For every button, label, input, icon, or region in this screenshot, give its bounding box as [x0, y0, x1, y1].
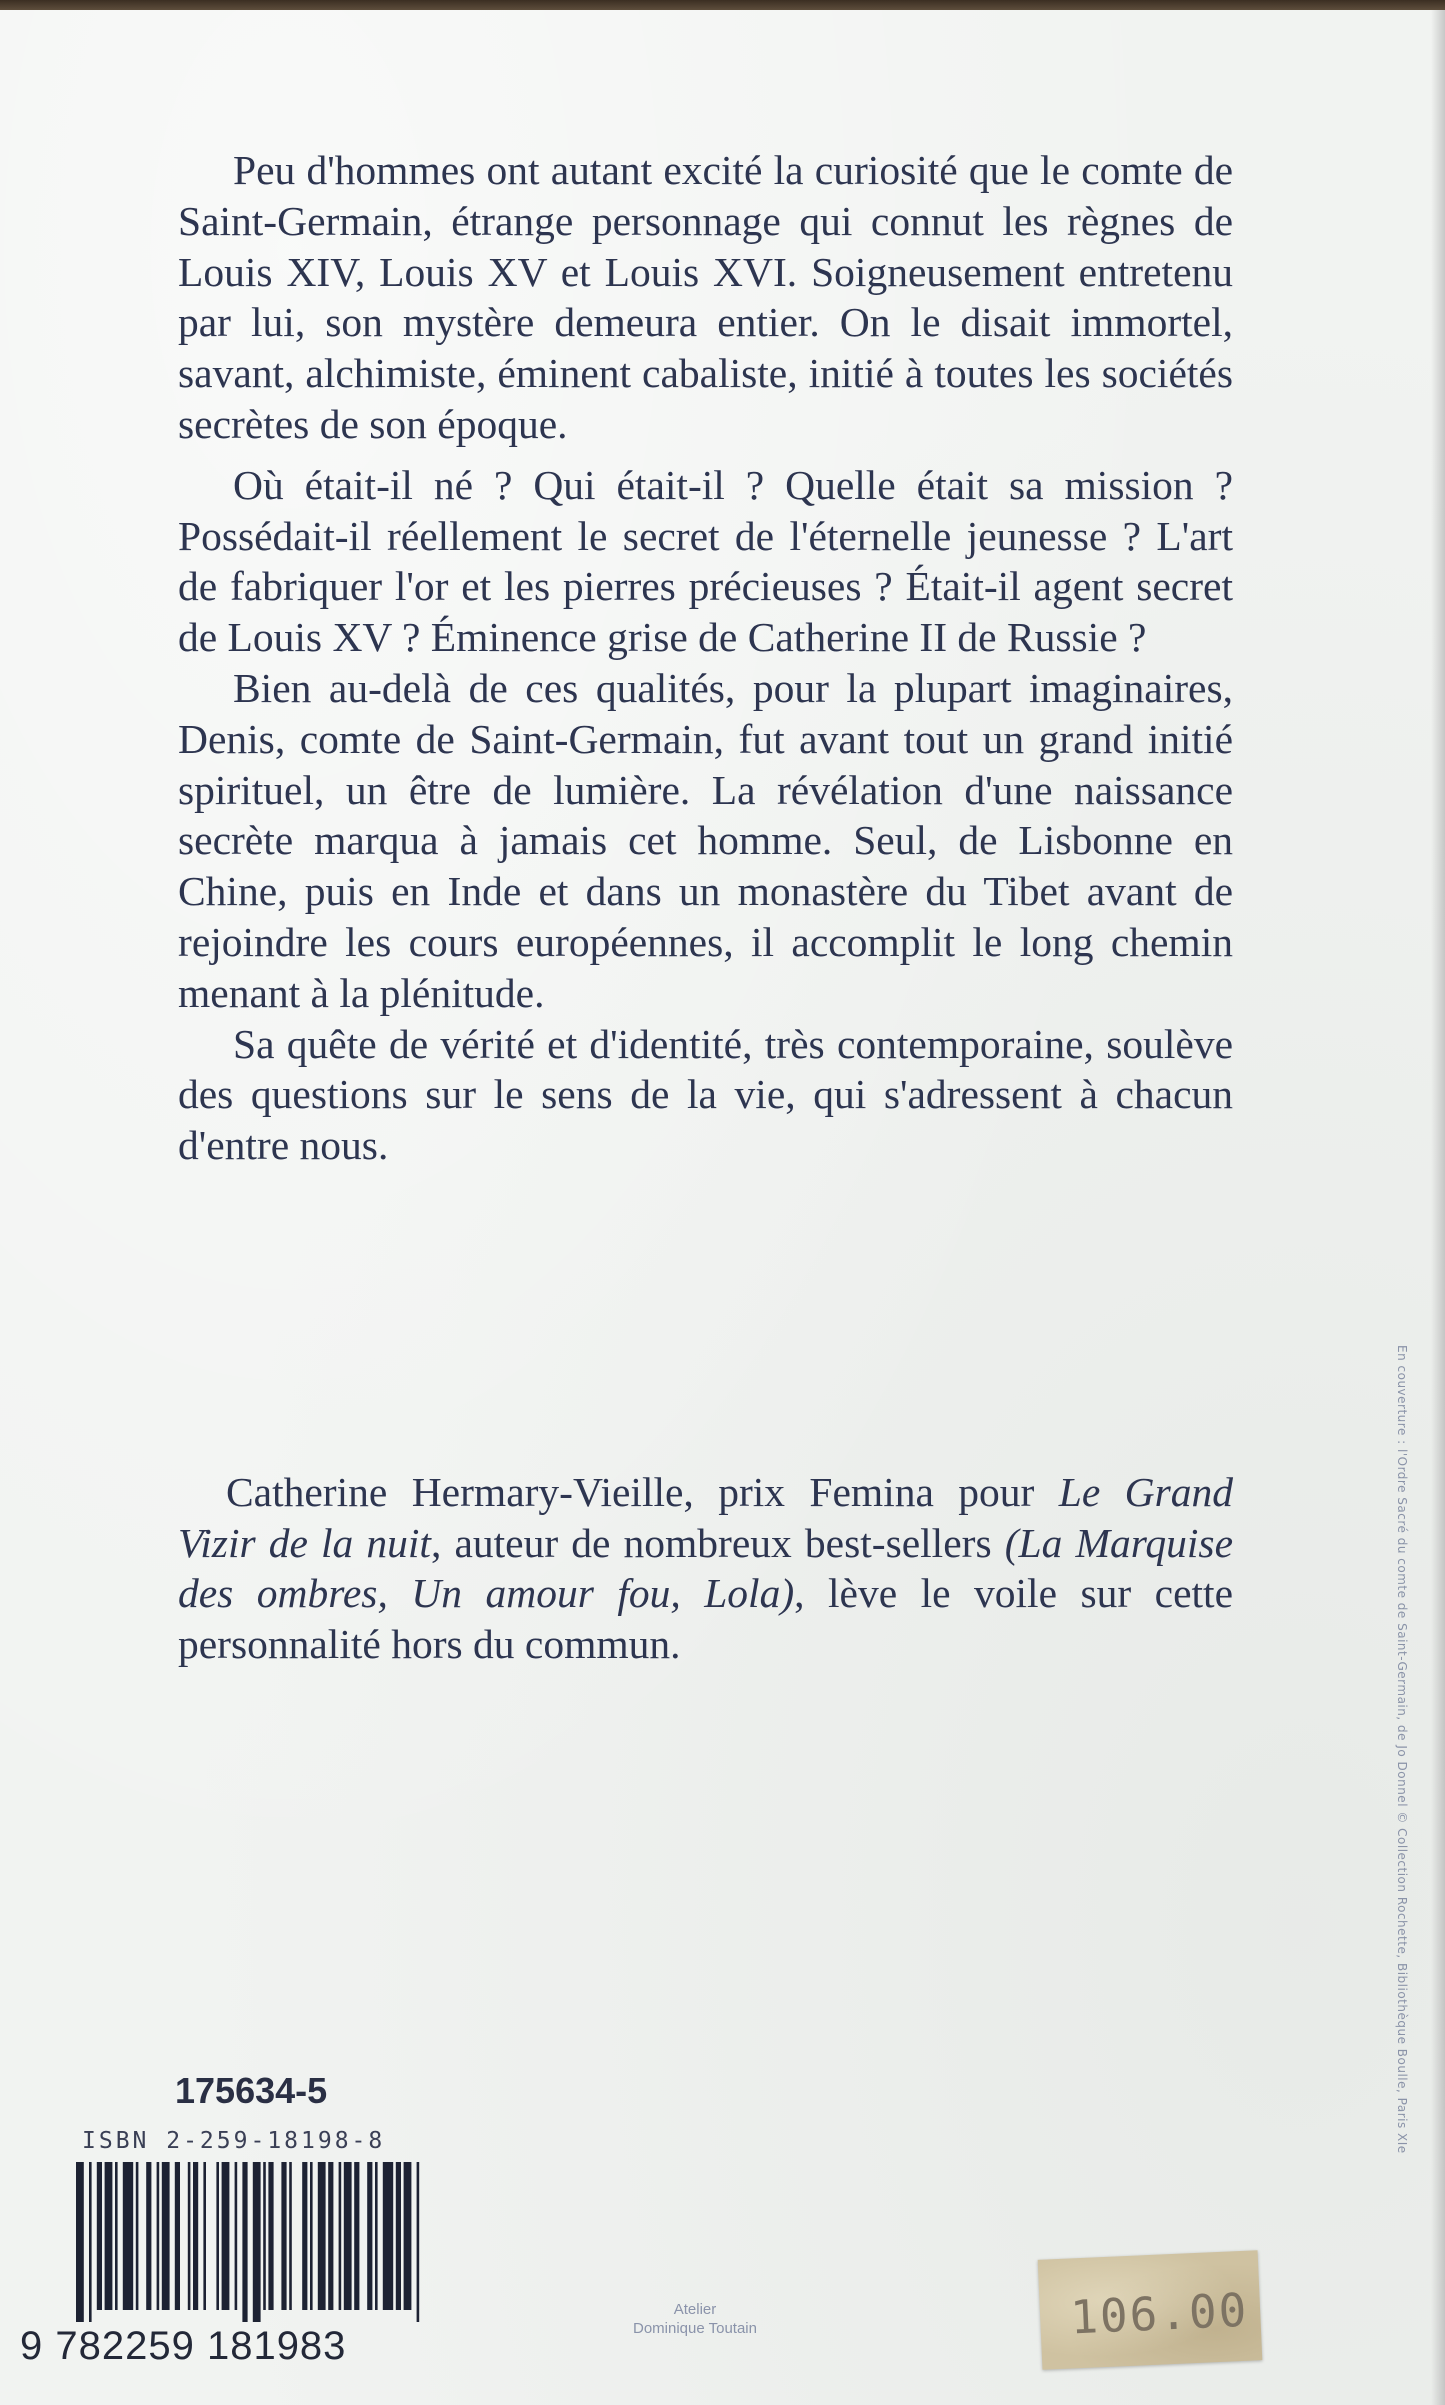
author-end: , lève le voile sur cette personnalité hors du commun.	[178, 1570, 1233, 1667]
book-back-cover	[0, 10, 1445, 2405]
barcode-bar	[89, 2162, 92, 2322]
barcode-bar	[328, 2162, 333, 2310]
barcode-bar	[268, 2162, 273, 2310]
barcode-bar	[417, 2162, 420, 2322]
barcode-bar	[375, 2162, 378, 2310]
design-credit	[590, 2300, 800, 2338]
barcode-bar	[193, 2162, 198, 2310]
barcode-icon	[74, 2162, 454, 2322]
barcode-bar	[76, 2162, 84, 2322]
barcode-bar	[115, 2162, 118, 2310]
barcode-bar	[318, 2162, 326, 2310]
barcode-bar	[162, 2162, 170, 2310]
author-paragraph	[178, 1467, 1233, 1669]
author-intro: Catherine Hermary-Vieille, prix Femina pour	[226, 1469, 1059, 1515]
barcode-bar	[123, 2162, 133, 2310]
barcode-bar	[235, 2162, 238, 2310]
barcode-bar	[367, 2162, 372, 2310]
isbn-label: ISBN 2-259-18198-8	[82, 2128, 386, 2154]
product-code: 175634-5	[175, 2070, 328, 2111]
price-sticker	[1038, 2250, 1263, 2369]
barcode-bar	[344, 2162, 352, 2310]
blurb-paragraph-1: Peu d'hommes ont autant excité la curiosité que le comte de Saint-Germain, étrange personnage qui connut les règnes de Louis XIV, Louis XV et Louis XVI. Soigneusement entretenu par lui, son mystère demeura entier. On le disait immortel, savant, alchimiste, éminent cabaliste, initié à toutes les sociétés secrètes de son époque.	[178, 147, 1233, 447]
barcode-bar	[339, 2162, 342, 2310]
barcode-bar	[281, 2162, 286, 2310]
barcode-bar	[289, 2162, 292, 2310]
design-credit-line-2: Dominique Toutain	[633, 2320, 757, 2337]
barcode-bar	[383, 2162, 393, 2310]
barcode-bar	[146, 2162, 151, 2310]
barcode-bar	[136, 2162, 139, 2310]
blurb-paragraph-3: Bien au-delà de ces qualités, pour la plupart imaginaires, Denis, comte de Saint-Germain, fut avant tout un grand initié spirituel, un être de lumière. La révélation d'une naissance secrète marqua à jamais cet homme. Seul, de Lisbonne en Chine, puis en Inde et dans un monastère du Tibet avant de rejoindre les cours européennes, il accomplit le long chemin menant à la plénitude.	[178, 664, 1233, 1016]
barcode-bar	[97, 2162, 102, 2310]
barcode-bar	[222, 2162, 230, 2310]
barcode-bar	[157, 2162, 160, 2310]
barcode-bar	[216, 2162, 219, 2310]
barcode-bar	[203, 2162, 206, 2310]
barcode-bar	[354, 2162, 359, 2310]
barcode-bar	[302, 2162, 307, 2310]
barcode-block	[20, 2162, 440, 2372]
author-mid: , auteur de nombreux best-sellers	[430, 1519, 1005, 1566]
page-edge-shadow	[1431, 10, 1445, 2405]
barcode-number: 9 782259 181983	[20, 2324, 347, 2368]
barcode-bar	[310, 2162, 313, 2310]
blurb-text	[178, 145, 1233, 1171]
barcode-bar	[263, 2162, 266, 2310]
barcode-bar	[396, 2162, 401, 2310]
price-value: 106.00	[1069, 2282, 1250, 2345]
blurb-paragraph-4: Sa quête de vérité et d'identité, très contemporaine, soulève des questions sur le sens de la vie, qui s'adressent à chacun d'entre nous.	[178, 1020, 1233, 1169]
barcode-bar	[188, 2162, 191, 2310]
barcode-bar	[175, 2162, 180, 2310]
design-credit-line-1: Atelier	[673, 2301, 717, 2318]
barcode-bar	[242, 2162, 247, 2322]
cover-image-credit: En couverture : l'Ordre Sacré du comte de Saint-Germain, de Jo Donnel © Collection Rochette, Bibliothèque Boulle, Paris XIe	[1395, 1345, 1409, 2154]
blurb-paragraph-2: Où était-il né ? Qui était-il ? Quelle était sa mission ? Possédait-il réellement le secret de l'éternelle jeunesse ? L'art de fabriquer l'or et les pierres précieuses ? Était-il agent secret de Louis XV ? Éminence grise de Catherine II de Russie ?	[178, 461, 1233, 661]
barcode-bar	[253, 2162, 261, 2322]
award-book-title: Le Grand Vizir de la nuit	[178, 1469, 1233, 1566]
barcode-bar	[404, 2162, 412, 2310]
barcode-bar	[105, 2162, 113, 2310]
bestseller-titles: (La Marquise des ombres, Un amour fou, Lola)	[178, 1519, 1233, 1616]
